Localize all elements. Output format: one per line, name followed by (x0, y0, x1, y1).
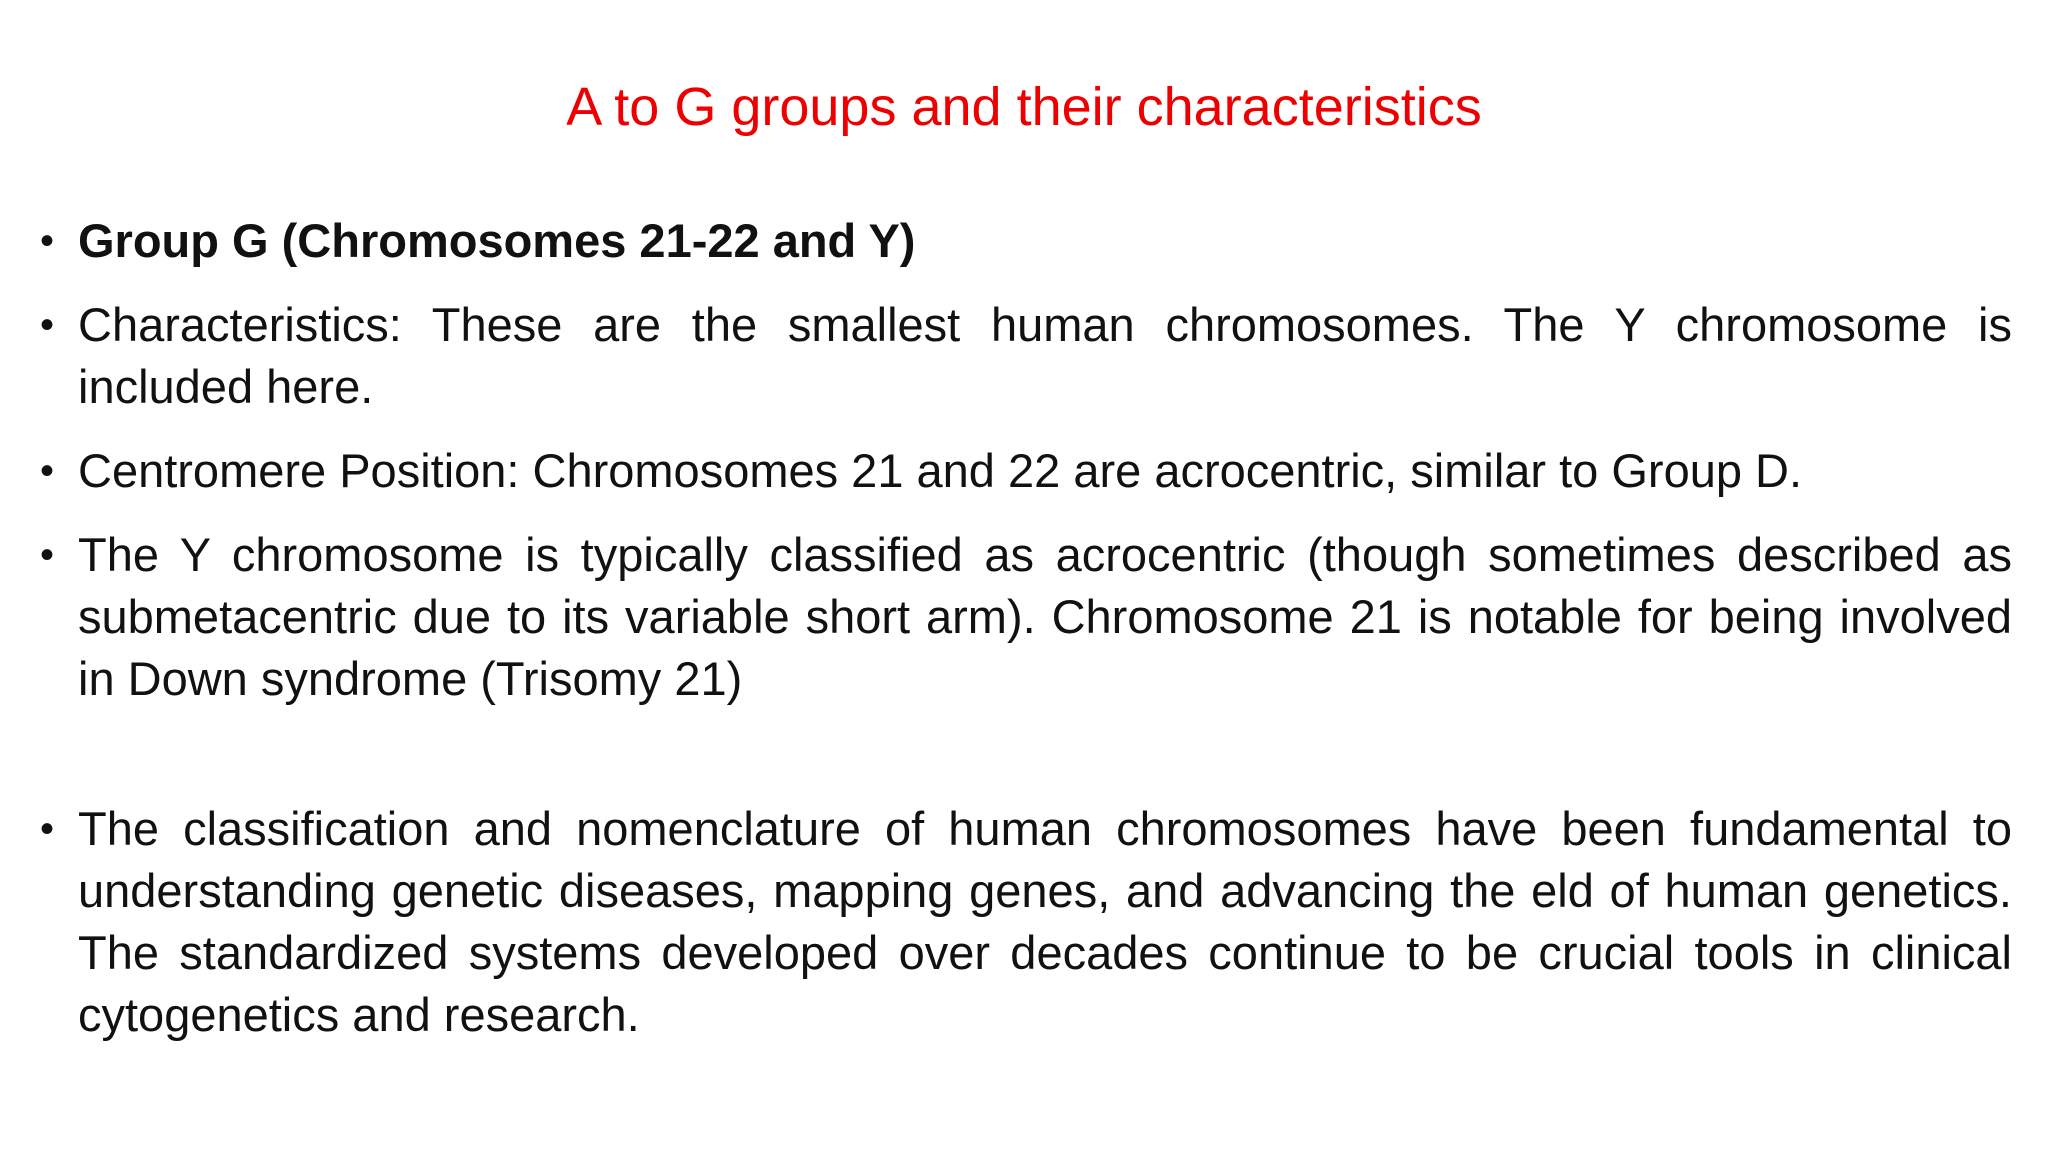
bullet-text: The Y chromosome is typically classified as acrocentric (though sometimes described as submetacentric due to its variable short arm). Chromosome 21 is notable for being involved in Down syndrome (Trisomy 21) (78, 528, 2012, 705)
bullet-text: Centromere Position: Chromosomes 21 and 22 are acrocentric, similar to Group D. (78, 444, 1803, 497)
bullet-dot-icon: • (40, 807, 55, 851)
bullet-item (40, 210, 2012, 272)
bullet-item (40, 294, 2012, 418)
bullet-dot-icon: • (40, 219, 55, 263)
bullet-dot-icon: • (40, 533, 55, 577)
bullet-item (40, 798, 2012, 1046)
bullet-text: Characteristics: These are the smallest human chromosomes. The Y chromosome is included here. (78, 298, 2012, 413)
bullet-list (40, 210, 2012, 1068)
slide-title: A to G groups and their characteristics (566, 77, 1482, 137)
bullet-text: The classification and nomenclature of human chromosomes have been fundamental to understanding genetic diseases, mapping genes, and advancing the eld of human genetics. The standardized systems developed over decades continue to be crucial tools in clinical cytogenetics and research. (78, 802, 2012, 1041)
bullet-item (40, 524, 2012, 710)
bullet-dot-icon: • (40, 449, 55, 493)
bullet-dot-icon: • (40, 303, 55, 347)
bullet-item (40, 440, 2012, 502)
bullet-text: Group G (Chromosomes 21-22 and Y) (78, 214, 916, 267)
